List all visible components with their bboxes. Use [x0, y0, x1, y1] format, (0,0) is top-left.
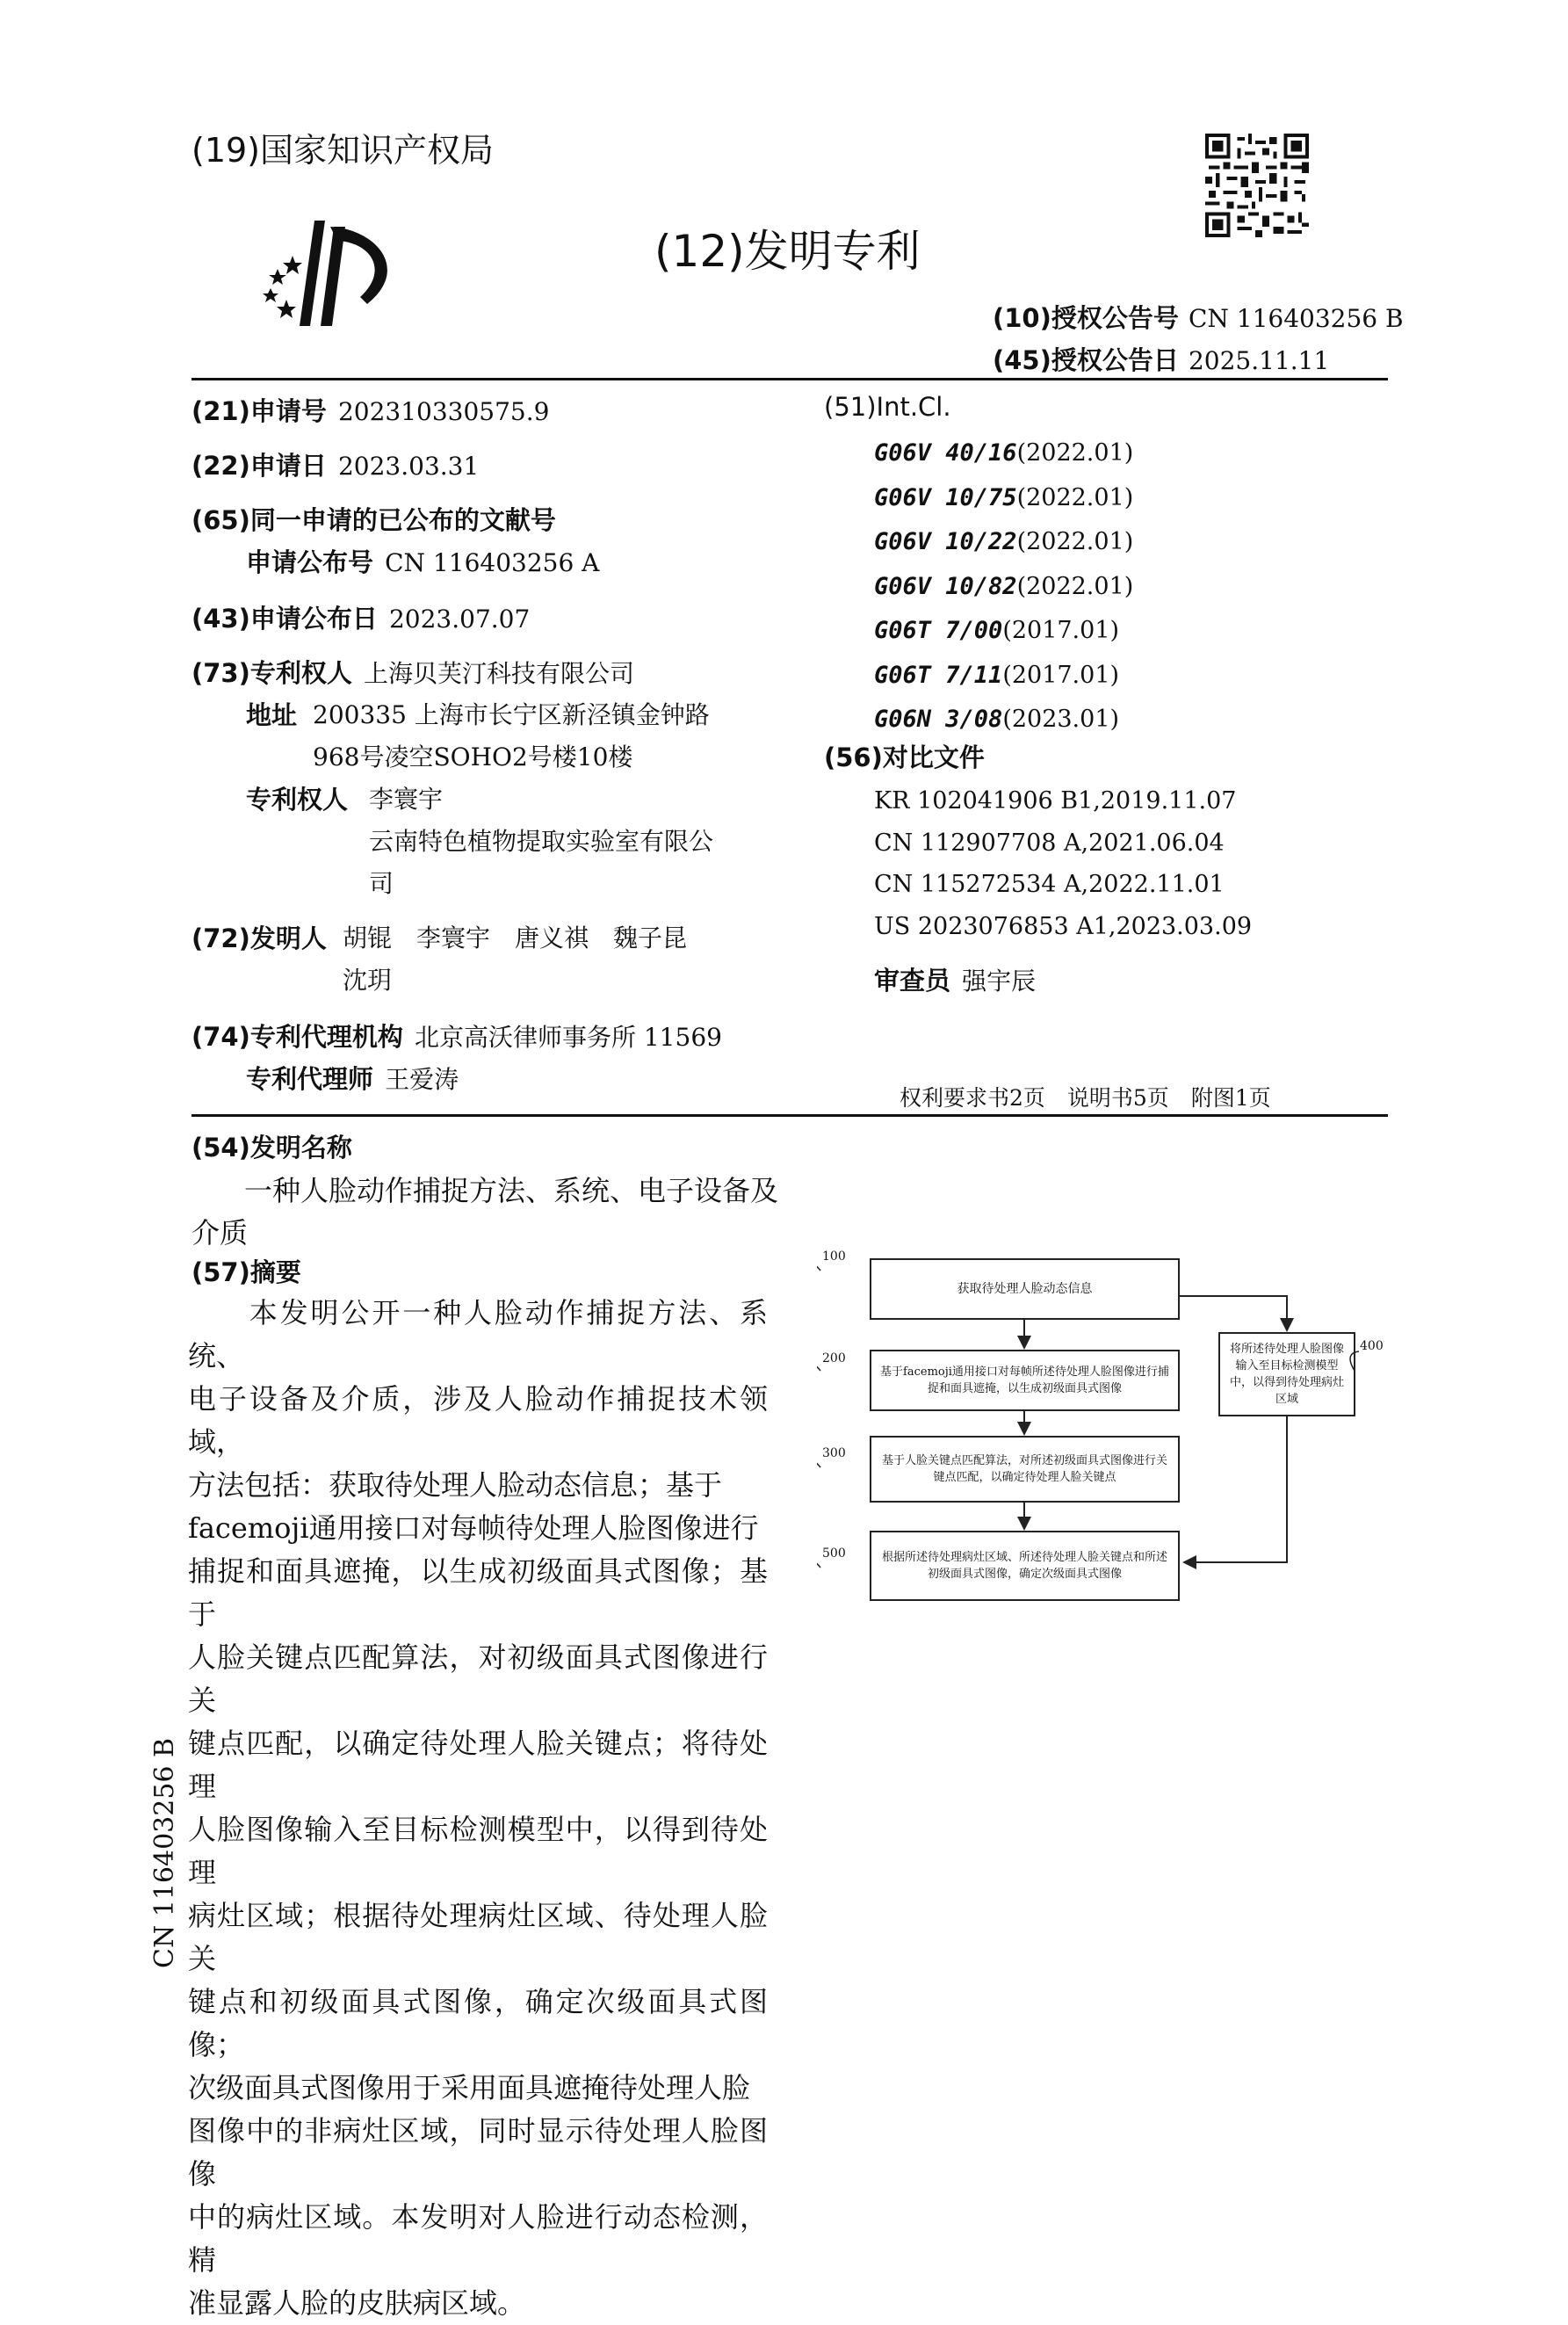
- cnipa-logo-icon: [262, 216, 411, 330]
- abstract-line: 人脸关键点匹配算法，对初级面具式图像进行关: [188, 1641, 768, 1717]
- ipc-item: G06V 10/22(2022.01): [874, 528, 1134, 555]
- reference-item: CN 115272534 A,2022.11.01: [874, 871, 1225, 898]
- inventors-label: (72)发明人: [191, 923, 327, 953]
- abstract-line: 准显露人脸的皮肤病区域。: [188, 2286, 526, 2320]
- address-line-1: 200335 上海市长宁区新泾镇金钟路: [313, 700, 710, 729]
- inventors-line-2: 沈玥: [343, 966, 393, 995]
- references-label: (56)对比文件: [824, 742, 985, 772]
- grant-date: (45)授权公告日 2025.11.11: [993, 345, 1330, 375]
- step-100-box: 获取待处理人脸动态信息: [870, 1258, 1180, 1320]
- address-line-2: 968号凌空SOHO2号楼10楼: [313, 742, 633, 771]
- patentee-2-label: 专利权人: [246, 785, 349, 815]
- abstract-line: 中的病灶区域。本发明对人脸进行动态检测，精: [188, 2200, 768, 2277]
- patentee-1: (73)专利权人 上海贝芙汀科技有限公司: [191, 658, 634, 688]
- abstract-line: 次级面具式图像用于采用面具遮掩待处理人脸: [188, 2071, 751, 2104]
- abstract-line: 图像中的非病灶区域，同时显示待处理人脸图像: [188, 2114, 768, 2191]
- address-label: 地址: [246, 700, 298, 730]
- published-doc-title: (65)同一申请的已公布的文献号: [191, 505, 556, 535]
- application-date: (22)申请日 2023.03.31: [191, 451, 480, 481]
- abstract-body: [188, 1292, 768, 2325]
- abstract-line: facemoji通用接口对每帧待处理人脸图像进行: [188, 1511, 759, 1545]
- step-number: 100: [822, 1249, 846, 1264]
- ipc-item: G06V 40/16(2022.01): [874, 439, 1134, 467]
- ipc-item: G06V 10/75(2022.01): [874, 483, 1134, 511]
- ipc-item: G06V 10/82(2022.01): [874, 572, 1134, 600]
- step-200-box: 基于facemoji通用接口对每帧所述待处理人脸图像进行捕捉和面具遮掩，以生成初级面具式图像: [870, 1350, 1180, 1411]
- invention-title-line-2: 介质: [191, 1216, 249, 1249]
- side-publication-number: CN 116403256 B: [149, 1737, 180, 1968]
- step-400-box: 将所述待处理人脸图像输入至目标检测模型中，以得到待处理病灶区域: [1218, 1332, 1355, 1416]
- step-500-box: 根据所述待处理病灶区域、所述待处理人脸关键点和所述初级面具式图像，确定次级面具式图像: [870, 1531, 1180, 1601]
- reference-item: US 2023076853 A1,2023.03.09: [874, 912, 1253, 940]
- ipc-item: G06T 7/00(2017.01): [874, 617, 1120, 644]
- abstract-line: 键点匹配，以确定待处理人脸关键点；将待处理: [188, 1727, 768, 1803]
- patent-agency: (74)专利代理机构 北京高沃律师事务所 11569: [191, 1022, 722, 1052]
- invention-title-line-1: 一种人脸动作捕捉方法、系统、电子设备及: [244, 1174, 779, 1207]
- step-300-box: 基于人脸关键点匹配算法，对所述初级面具式图像进行关键点匹配，以确定待处理人脸关键点: [870, 1436, 1180, 1503]
- patent-agent: 专利代理师 王爱涛: [246, 1064, 459, 1094]
- step-number: 200: [822, 1351, 846, 1365]
- step-number: 300: [822, 1446, 846, 1460]
- step-number: 400: [1360, 1339, 1384, 1353]
- reference-item: CN 112907708 A,2021.06.04: [874, 829, 1225, 857]
- abstract-label: (57)摘要: [191, 1257, 301, 1287]
- abstract-line: 电子设备及介质，涉及人脸动作捕捉技术领域，: [188, 1382, 768, 1459]
- examiner: 审查员 强宇辰: [874, 966, 1037, 996]
- grant-number: (10)授权公告号 CN 116403256 B: [993, 303, 1404, 333]
- ipc-list: [874, 432, 1133, 743]
- patentee-2-line-2: 云南特色植物提取实验室有限公: [369, 827, 714, 856]
- int-cl-label: (51)Int.Cl.: [824, 392, 951, 422]
- application-number: (21)申请号 202310330575.9: [191, 396, 550, 426]
- inventors-line-1: 胡锟 李寰宇 唐义祺 魏子昆: [343, 923, 688, 952]
- abstract-figure: [817, 1248, 1388, 1617]
- invention-title-label: (54)发明名称: [191, 1133, 352, 1162]
- header-rule: [191, 378, 1388, 380]
- publication-date: (43)申请公布日 2023.07.07: [191, 604, 531, 634]
- ipc-item: G06N 3/08(2023.01): [874, 706, 1120, 733]
- qr-code-icon: [1205, 134, 1309, 237]
- abstract-line: 捕捉和面具遮掩，以生成初级面具式图像；基于: [188, 1554, 768, 1631]
- references-list: [874, 780, 1252, 947]
- publication-number: 申请公布号 CN 116403256 A: [246, 547, 600, 577]
- step-number: 500: [822, 1546, 846, 1561]
- doc-type-title: (12)发明专利: [654, 226, 921, 277]
- abstract-line: 人脸图像输入至目标检测模型中，以得到待处理: [188, 1813, 768, 1889]
- abstract-line: 病灶区域；根据待处理病灶区域、待处理人脸关: [188, 1899, 768, 1975]
- abstract-line: 本发明公开一种人脸动作捕捉方法、系统、: [188, 1296, 768, 1373]
- page-counts: 权利要求书2页 说明书5页 附图1页: [900, 1085, 1271, 1111]
- reference-item: KR 102041906 B1,2019.11.07: [874, 787, 1237, 815]
- ipc-item: G06T 7/11(2017.01): [874, 661, 1120, 689]
- abstract-line: 方法包括：获取待处理人脸动态信息；基于: [188, 1468, 723, 1502]
- office-name: (19)国家知识产权局: [191, 131, 495, 170]
- patentee-2-line-3: 司: [369, 869, 394, 898]
- section-rule: [191, 1114, 1388, 1117]
- abstract-line: 键点和初级面具式图像，确定次级面具式图像；: [188, 1985, 768, 2061]
- patentee-2-line-1: 李寰宇: [369, 785, 444, 814]
